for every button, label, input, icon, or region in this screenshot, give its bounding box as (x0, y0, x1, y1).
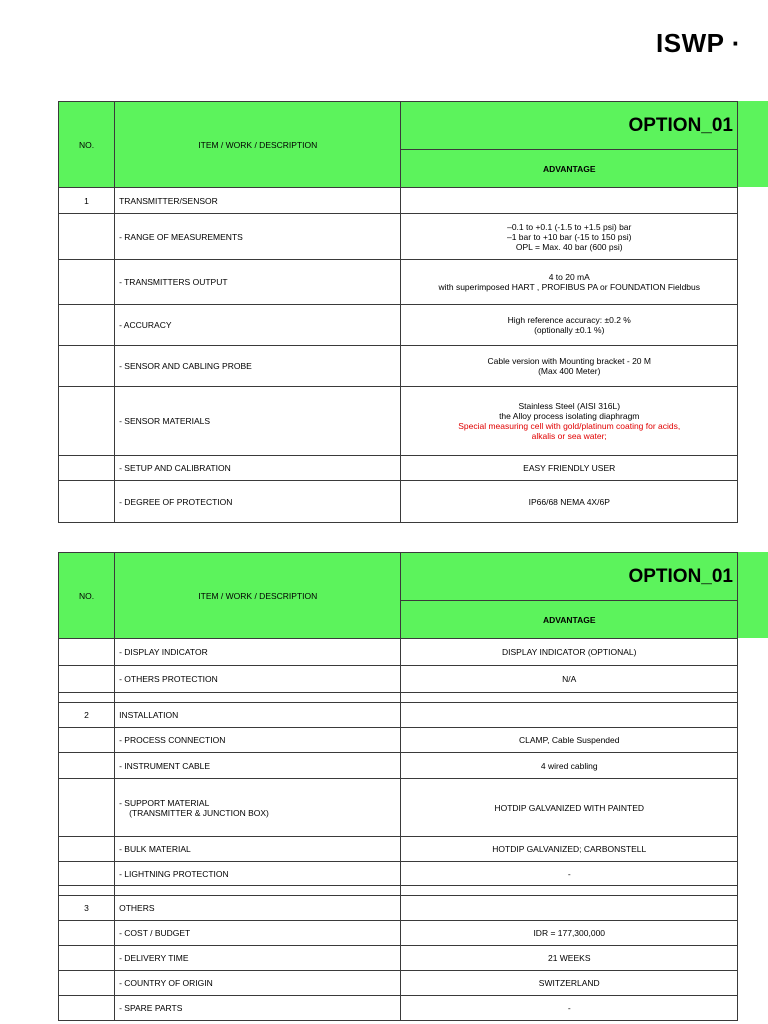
advantage-value (401, 387, 738, 456)
item-label: - SUPPORT MATERIAL (119, 797, 210, 808)
item-description (115, 346, 401, 387)
item-description (115, 305, 401, 346)
advantage-value (401, 886, 738, 896)
item-label: - BULK MATERIAL (119, 844, 191, 854)
value-line: IP66/68 NEMA 4X/6P (528, 496, 610, 507)
item-label: - OTHERS PROTECTION (119, 674, 218, 684)
table-row (59, 346, 738, 387)
row-number (59, 753, 115, 779)
item-label: - SETUP AND CALIBRATION (119, 463, 231, 473)
value-line: - (567, 1003, 571, 1013)
header-no: NO. (59, 553, 115, 639)
advantage-value (401, 971, 738, 996)
table-row (59, 996, 738, 1021)
table-row (59, 921, 738, 946)
page-title: ISWP · (656, 28, 741, 58)
advantage-value (401, 703, 738, 728)
advantage-value (401, 188, 738, 214)
item-label: - INSTRUMENT CABLE (119, 760, 211, 771)
row-number (59, 728, 115, 753)
item-label: - COUNTRY OF ORIGIN (119, 978, 213, 988)
advantage-value (401, 214, 738, 260)
header-overhang-1 (738, 101, 768, 187)
item-description (115, 188, 401, 214)
table-row (59, 837, 738, 862)
item-description (115, 837, 401, 862)
item-label: INSTALLATION (119, 710, 179, 720)
item-description (115, 214, 401, 260)
value-line: Special measuring cell with gold/platinum coating for acids, (458, 421, 681, 431)
row-number (59, 971, 115, 996)
spec-table-1 (58, 101, 738, 523)
table-row (59, 481, 738, 523)
advantage-value (401, 346, 738, 387)
row-number: 3 (59, 896, 115, 921)
value-line: High reference accuracy: ±0.2 % (507, 315, 631, 325)
value-line: –0.1 to +0.1 (-1.5 to +1.5 psi) bar (507, 221, 632, 232)
row-number (59, 837, 115, 862)
row-number (59, 779, 115, 837)
advantage-value (401, 666, 738, 693)
item-label: - DISPLAY INDICATOR (119, 647, 208, 657)
advantage-value (401, 921, 738, 946)
item-label: - LIGHTNING PROTECTION (119, 868, 229, 879)
section-row (59, 703, 738, 728)
table-row (59, 753, 738, 779)
item-description (115, 921, 401, 946)
row-number (59, 666, 115, 693)
table-row (59, 862, 738, 886)
advantage-value (401, 728, 738, 753)
value-line: DISPLAY INDICATOR (OPTIONAL) (502, 647, 637, 657)
table-row (59, 260, 738, 305)
advantage-value (401, 305, 738, 346)
header-advantage: ADVANTAGE (401, 601, 738, 639)
item-label: - SENSOR AND CABLING PROBE (119, 361, 252, 371)
item-label: - ACCURACY (119, 320, 172, 330)
item-description (115, 639, 401, 666)
table-row (59, 728, 738, 753)
row-number: 2 (59, 703, 115, 728)
row-number (59, 946, 115, 971)
item-label: - DELIVERY TIME (119, 953, 189, 963)
value-line: the Alloy process isolating diaphragm (499, 411, 640, 421)
spacer-row (59, 693, 738, 703)
value-line: Cable version with Mounting bracket - 20 M (487, 356, 651, 366)
item-description (115, 946, 401, 971)
section-row (59, 896, 738, 921)
row-number (59, 639, 115, 666)
item-label: TRANSMITTER/SENSOR (119, 195, 218, 206)
value-line: –1 bar to +10 bar (-15 to 150 psi) (506, 231, 632, 242)
row-number (59, 305, 115, 346)
advantage-value (401, 837, 738, 862)
value-line: EASY FRIENDLY USER (523, 463, 616, 473)
item-description (115, 996, 401, 1021)
spec-table-2 (58, 552, 738, 1021)
table-row (59, 639, 738, 666)
item-label: - TRANSMITTERS OUTPUT (119, 277, 228, 287)
table-row (59, 456, 738, 481)
item-description (115, 971, 401, 996)
advantage-value (401, 862, 738, 886)
value-line: HOTDIP GALVANIZED; CARBONSTELL (492, 844, 647, 854)
row-number (59, 214, 115, 260)
item-description (115, 896, 401, 921)
item-description (115, 260, 401, 305)
item-description (115, 862, 401, 886)
header-overhang-2 (738, 552, 768, 638)
row-number (59, 921, 115, 946)
advantage-value (401, 456, 738, 481)
value-line: OPL = Max. 40 bar (600 psi) (515, 241, 623, 252)
item-label: OTHERS (119, 903, 155, 913)
advantage-value (401, 896, 738, 921)
item-label: - RANGE OF MEASUREMENTS (119, 231, 243, 242)
value-line: Stainless Steel (AISI 316L) (518, 401, 621, 411)
advantage-value (401, 481, 738, 523)
item-description (115, 728, 401, 753)
header-item-description: ITEM / WORK / DESCRIPTION (115, 102, 401, 188)
value-line: 4 to 20 mA (548, 272, 590, 282)
row-number (59, 693, 115, 703)
row-number (59, 387, 115, 456)
item-label: - COST / BUDGET (119, 928, 191, 938)
item-label: - DEGREE OF PROTECTION (119, 496, 233, 507)
advantage-value (401, 779, 738, 837)
value-line: (optionally ±0.1 %) (534, 325, 605, 335)
item-description (115, 481, 401, 523)
item-sublabel: (TRANSMITTER & JUNCTION BOX) (129, 807, 269, 818)
value-line: alkalis or sea water; (531, 431, 607, 441)
row-number (59, 481, 115, 523)
table-row (59, 666, 738, 693)
table-row (59, 387, 738, 456)
row-number (59, 886, 115, 896)
value-line: (Max 400 Meter) (538, 366, 601, 376)
section-row (59, 188, 738, 214)
value-line: 21 WEEKS (547, 953, 591, 963)
item-description (115, 666, 401, 693)
value-line: IDR = 177,300,000 (533, 928, 606, 938)
table-row (59, 971, 738, 996)
item-description (115, 886, 401, 896)
value-line: N/A (562, 674, 577, 684)
value-line: 4 wired cabling (540, 760, 598, 771)
header-item-description: ITEM / WORK / DESCRIPTION (115, 553, 401, 639)
item-description (115, 456, 401, 481)
item-description (115, 387, 401, 456)
table-row (59, 305, 738, 346)
header-advantage: ADVANTAGE (401, 150, 738, 188)
item-description (115, 753, 401, 779)
row-number (59, 862, 115, 886)
table-row (59, 214, 738, 260)
advantage-value (401, 753, 738, 779)
item-label: - PROCESS CONNECTION (119, 735, 226, 745)
header-no: NO. (59, 102, 115, 188)
table-row (59, 779, 738, 837)
advantage-value (401, 946, 738, 971)
item-label: - SENSOR MATERIALS (119, 416, 211, 426)
advantage-value (401, 639, 738, 666)
item-label: - SPARE PARTS (119, 1003, 183, 1013)
item-description (115, 693, 401, 703)
item-description (115, 703, 401, 728)
item-description (115, 779, 401, 837)
advantage-value (401, 260, 738, 305)
row-number (59, 996, 115, 1021)
value-line: SWITZERLAND (538, 978, 600, 988)
value-line: with superimposed HART , PROFIBUS PA or FOUNDATION Fieldbus (438, 282, 700, 292)
option-title: OPTION_01 (401, 102, 738, 150)
row-number (59, 260, 115, 305)
table-row (59, 946, 738, 971)
spacer-row (59, 886, 738, 896)
advantage-value (401, 693, 738, 703)
value-line: - (567, 868, 571, 879)
advantage-value (401, 996, 738, 1021)
value-line: HOTDIP GALVANIZED WITH PAINTED (494, 802, 645, 813)
row-number (59, 456, 115, 481)
value-line: CLAMP, Cable Suspended (518, 735, 620, 745)
row-number: 1 (59, 188, 115, 214)
row-number (59, 346, 115, 387)
option-title: OPTION_01 (401, 553, 738, 601)
